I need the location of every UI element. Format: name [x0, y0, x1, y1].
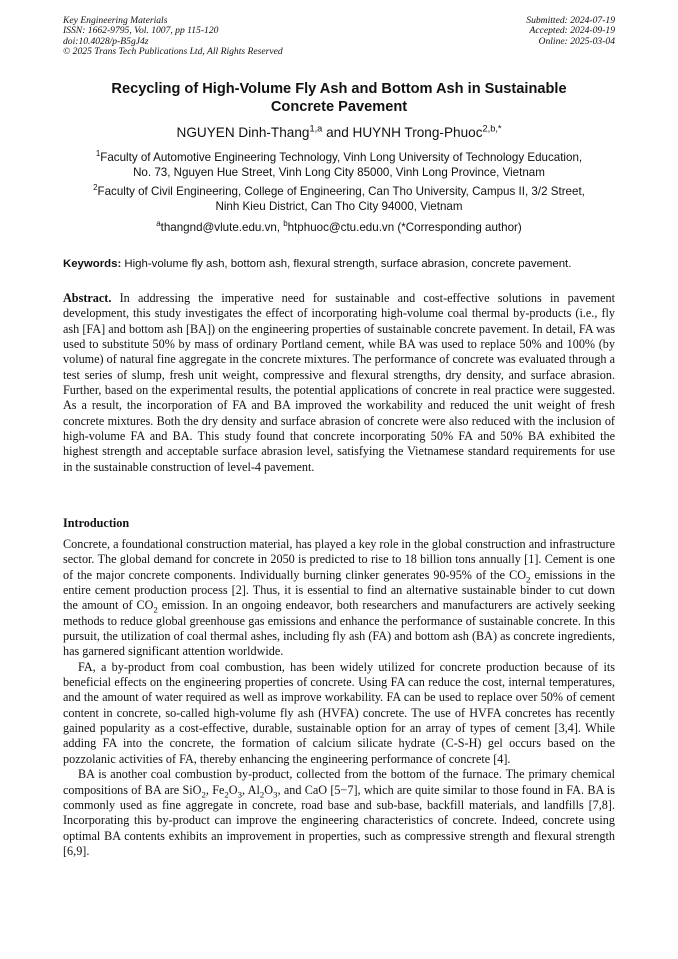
affil-1-line-1: Faculty of Automotive Engineering Technology, Vinh Long University of Technology Education,	[100, 151, 583, 164]
affil-2-line-2: Ninh Kieu District, Can Tho City 94000, Vietnam	[215, 200, 463, 213]
introduction-body	[63, 537, 615, 859]
introduction-heading: Introduction	[63, 516, 130, 530]
author-1: NGUYEN Dinh-Thang	[176, 125, 310, 140]
title-line-2: Concrete Pavement	[270, 99, 408, 115]
author-2: HUYNH Trong-Phuoc	[352, 125, 483, 140]
journal-name: Key Engineering Materials	[63, 15, 168, 26]
keywords-label: Keywords:	[63, 258, 122, 270]
intro-paragraph-3: BA is another coal combustion by-product, collected from the bottom of the furnace. The primary chemical compositions of BA are SiO$_2$, $Fe_2O_3$, $Al_2O_3$, and CaO [5−7], which are quite similar to those found in FA. BA is commonly used as fine aggregate in concrete, road base and sub-base, backfill materials, and landfills [7,8]. Incorporating this by-product can improve the engineering characteristics of concrete. Indeed, concrete using optimal BA contents exhibits an improvement in properties, such as compressive strength and flexural strength [6,9].	[63, 767, 616, 858]
abstract-text: In addressing the imperative need for sustainable and cost-effective solutions in pavement development, this study investigates the effect of incorporating high-volume coal thermal by-products (i.e., fly ash [FA] and bottom ash [BA]) on the engineering properties of sustainable concrete pavement. In detail, FA was used to substitute 50% by mass of ordinary Portland cement, while BA was used to replace 50% and 100% (by volume) of natural fine aggregate in the concrete mixtures. The performance of concrete was evaluated through a test series of slump, fresh unit weight, compressive and flexural strengths, dry density, and surface abrasion. Further, based on the experimental results, the potential applications of concrete in real practice were suggested. As a result, the incorporation of FA and BA improved the workability and reduced the unit weight of fresh concrete mixtures. Both the dry density and surface abrasion of concrete were also reduced with the inclusion of high-volume FA and BA. This study found that concrete incorporating 50% FA and 50% BA exhibited the highest strength and acceptable surface abrasion level, satisfying the Vietnamese standard requirements for use in the sustainable construction of level-4 pavement.	[63, 291, 615, 474]
journal-header	[63, 16, 283, 58]
email-1[interactable]: thangnd@vlute.edu.vn,	[160, 221, 284, 234]
title-line-1: Recycling of High-Volume Fly Ash and Bottom Ash in Sustainable	[111, 81, 567, 97]
affil-1-number: 1	[95, 149, 101, 159]
keywords-text: High-volume fly ash, bottom ash, flexural strength, surface abrasion, concrete pavement.	[121, 258, 572, 270]
dates-header	[526, 16, 615, 47]
author-line	[40, 125, 638, 141]
author-1-affil: 1,a	[309, 123, 323, 134]
affil-2-line-1: Faculty of Civil Engineering, College of Engineering, Can Tho University, Campus II, 3/2 Street,	[97, 185, 585, 198]
paper-title	[70, 80, 608, 116]
email-2[interactable]: htphuoc@ctu.edu.vn (*Corresponding author)	[287, 221, 522, 234]
intro-paragraph-2: FA, a by-product from coal combustion, has been widely utilized for concrete production because of its beneficial effects on the engineering properties of concrete. Using FA can reduce the cost, internal temperatures, and the amount of water required as well as improve workability. FA can be used to replace over 50% of cement content in concrete, so-called high-volume fly ash (HVFA) concrete. The use of HVFA concretes has recently gained popularity as a cost-effective, durable, sustainable option for an array of types of cement [3,4]. While adding FA into the concrete, the formation of calcium silicate hydrate (C-S-H) gel occurs based on the pozzolanic activities of FA, thereby enhancing the engineering performance of concrete [4].	[63, 659, 615, 766]
author-and: and	[322, 125, 353, 140]
doi-line[interactable]: doi:10.4028/p-B5gJ4z	[63, 35, 149, 47]
author-2-affil: 2,b,*	[482, 123, 502, 134]
email-a-mark: a	[156, 219, 161, 229]
accepted-date: Accepted: 2024-09-19	[529, 25, 615, 37]
email-b-mark: b	[283, 219, 288, 229]
email-line	[40, 221, 638, 235]
submitted-date: Submitted: 2024-07-19	[526, 15, 615, 26]
issn-line: ISSN: 1662-9795, Vol. 1007, pp 115-120	[63, 25, 219, 37]
online-date: Online: 2025-03-04	[538, 35, 615, 47]
intro-paragraph-1: Concrete, a foundational construction material, has played a key role in the global construction and infrastructure sector. The global demand for concrete in 2050 is predicted to rise to 18 billion tons annually [1]. Cement is one of the major concrete components. Individually burning clinker generates 90-95% of the $CO_2$ emissions in the entire cement production process [2]. Thus, it is essential to find an alternative sustainable binder to cut down the amount of $CO_2$ emission. In an ongoing endeavor, both researchers and manufacturers are actively seeking methods to reduce global greenhouse gas emissions and enhance the performance of sustainable concrete. In this pursuit, the utilization of coal thermal ashes, including fly ash (FA) and bottom ash (BA) as concrete ingredients, has garnered significant attention worldwide.	[63, 537, 616, 659]
copyright-line: © 2025 Trans Tech Publications Ltd, All Rights Reserved	[63, 46, 283, 58]
keywords	[63, 257, 623, 271]
affil-1-line-2: No. 73, Nguyen Hue Street, Vinh Long City 85000, Vinh Long Province, Vietnam	[133, 166, 545, 179]
abstract	[63, 291, 615, 475]
affil-2-number: 2	[93, 183, 98, 193]
affiliation-1	[50, 150, 628, 180]
affiliation-2	[50, 184, 628, 214]
abstract-label: Abstract.	[63, 291, 112, 305]
